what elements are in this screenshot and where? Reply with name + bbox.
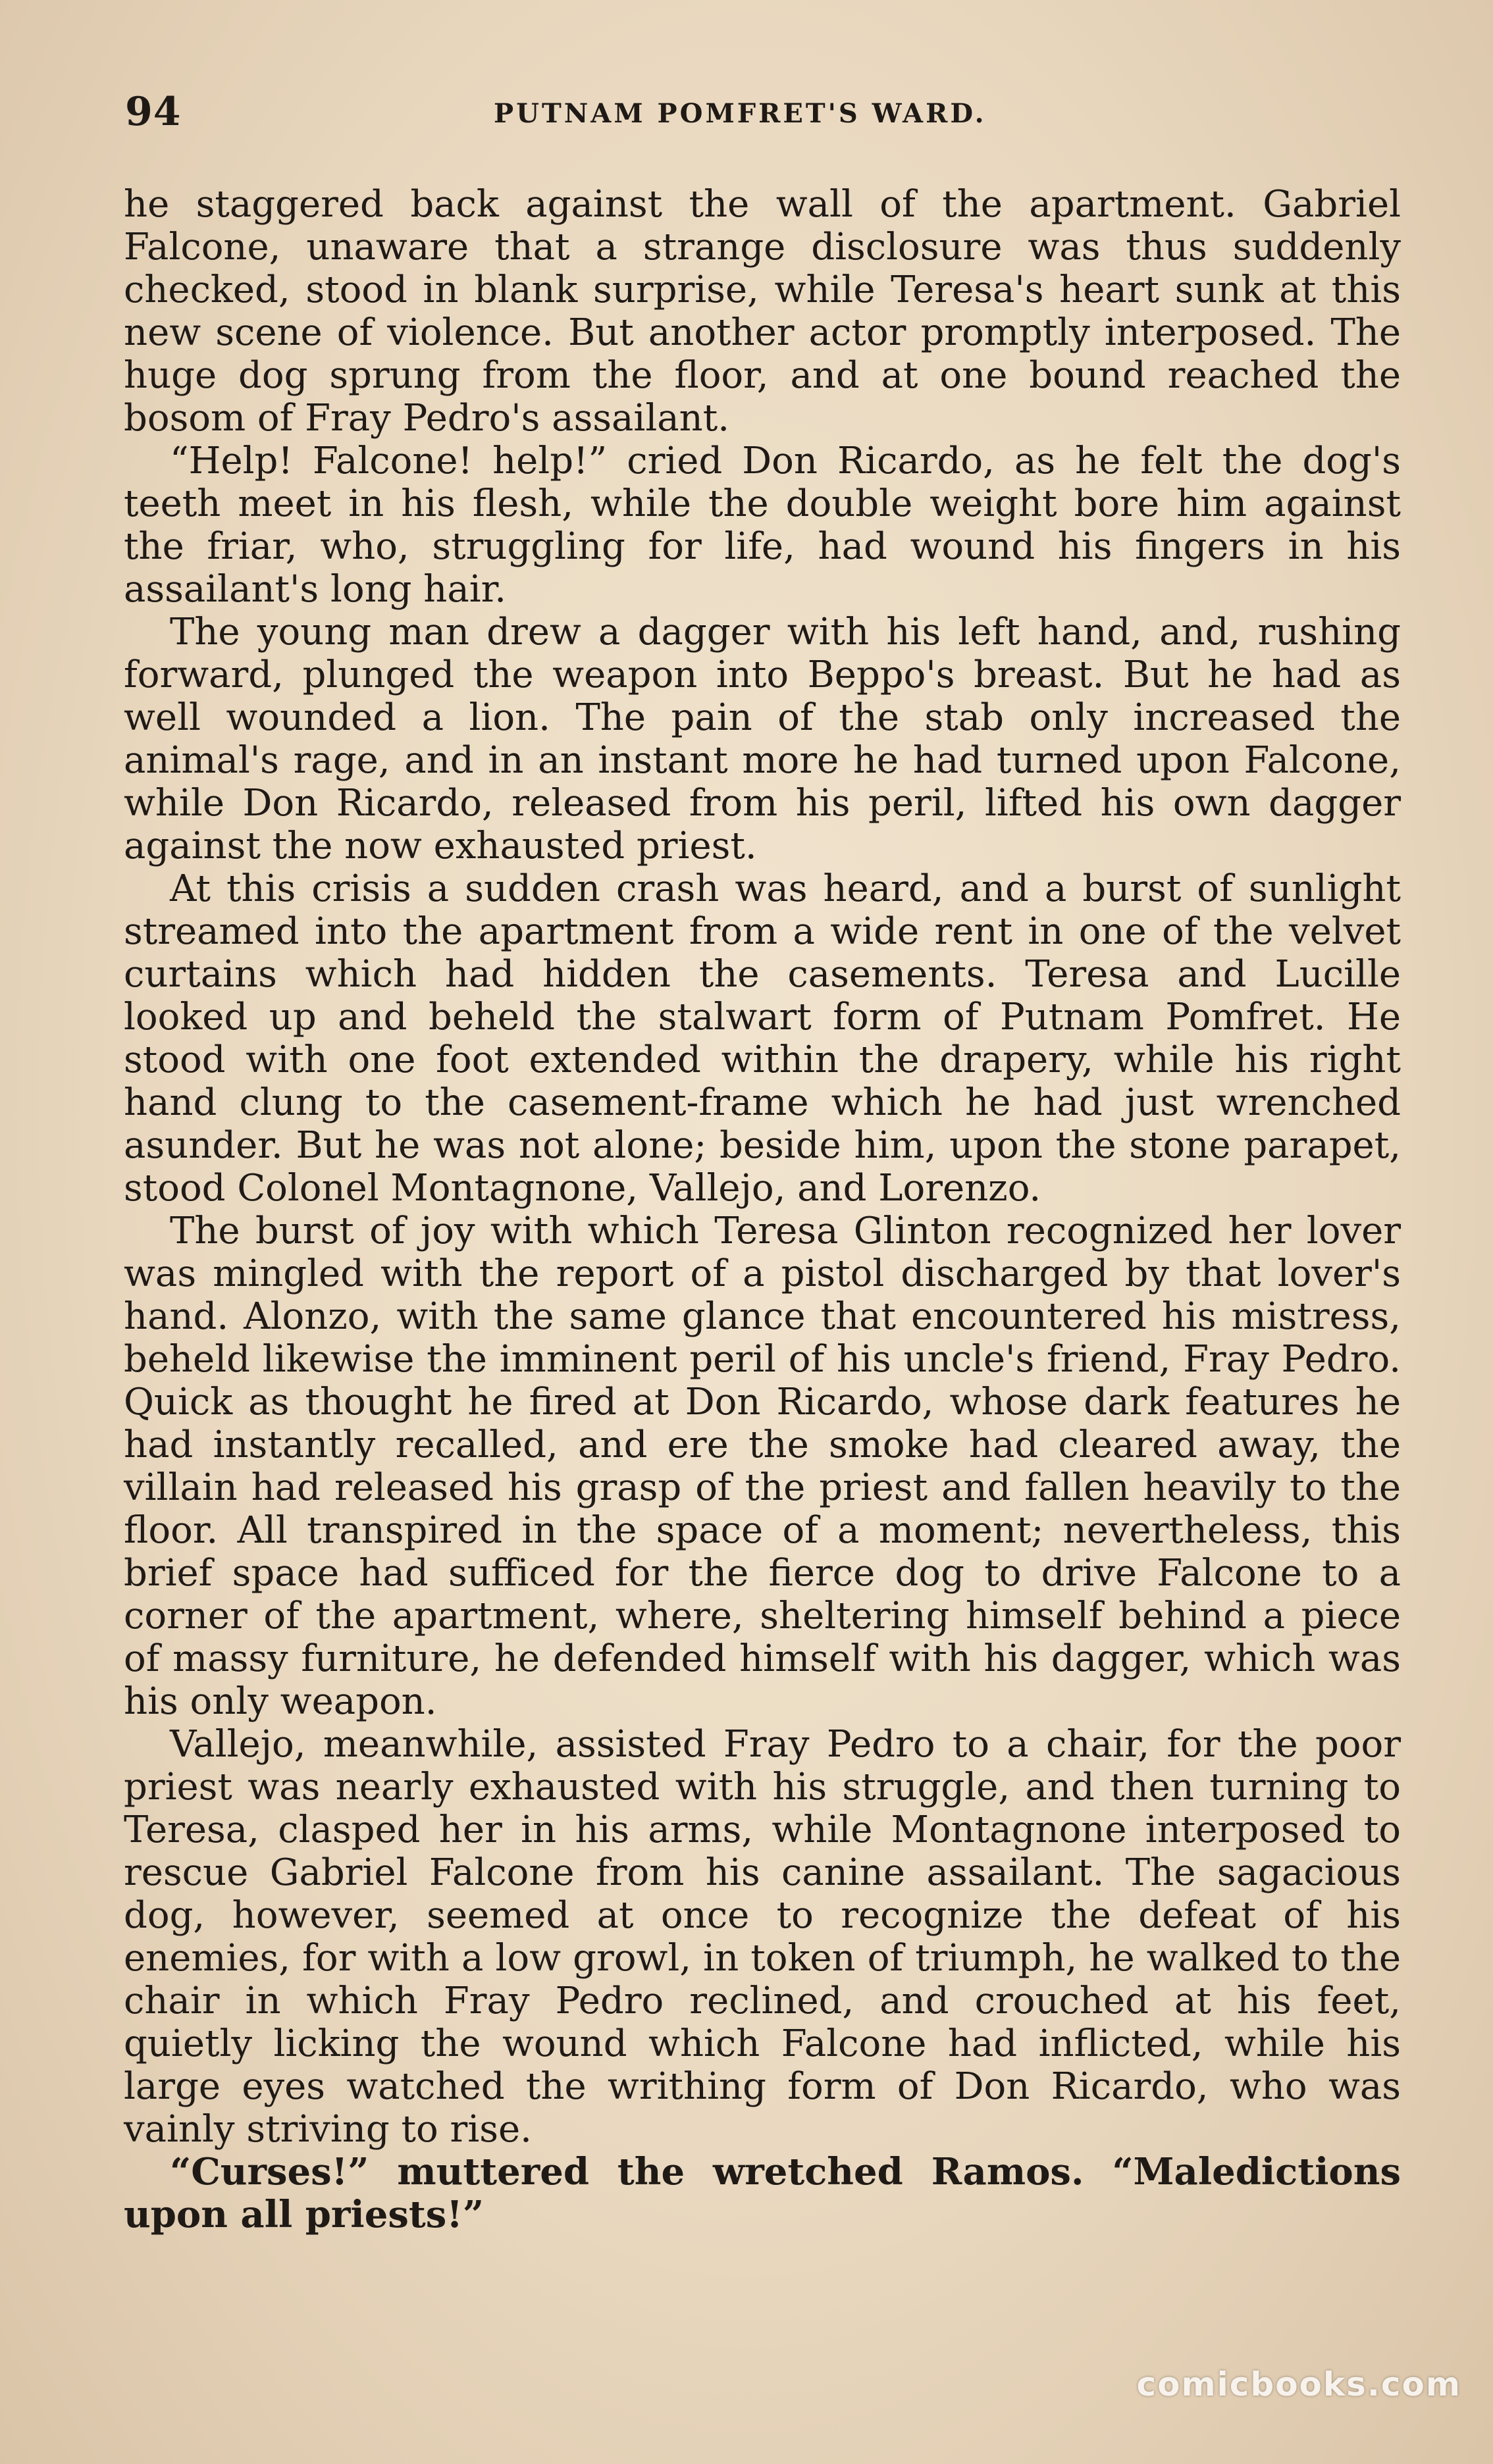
- paragraph-4: At this crisis a sudden crash was heard, and a burst of sunlight streamed into the apartment from a wide rent in one of the velvet curtains which had hidden the casements. Teresa and Lucille looked up and beheld the stalwart form of Putnam Pomfret. He stood with one foot extended within the drapery, while his right hand clung to the casement-frame which he had just wrenched asunder. But he was not alone; beside him, upon the stone parapet, stood Colonel Montagnone, Vallejo, and Lorenzo.: [124, 867, 1401, 1210]
- paragraph-1: he staggered back against the wall of the apartment. Gabriel Falcone, unaware that a strange disclosure was thus suddenly checked, stood in blank surprise, while Teresa's heart sunk at this new scene of violence. But another actor promptly interposed. The huge dog sprung from the floor, and at one bound reached the bosom of Fray Pedro's assailant.: [124, 183, 1401, 440]
- running-header: [125, 89, 1409, 148]
- page-number: 94: [125, 89, 182, 135]
- paragraph-6: Vallejo, meanwhile, assisted Fray Pedro to a chair, for the poor priest was nearly exhausted with his struggle, and then turning to Teresa, clasped her in his arms, while Montagnone interposed to rescue Gabriel Falcone from his canine assailant. The sagacious dog, however, seemed at once to recognize the defeat of his enemies, for with a low growl, in token of triumph, he walked to the chair in which Fray Pedro reclined, and crouched at his feet, quietly licking the wound which Falcone had inflicted, while his large eyes watched the writhing form of Don Ricardo, who was vainly striving to rise.: [124, 1723, 1401, 2151]
- running-title: PUTNAM POMFRET'S WARD.: [494, 98, 987, 129]
- paragraph-7: “Curses!” muttered the wretched Ramos. “Maledictions upon all priests!”: [124, 2150, 1401, 2236]
- site-watermark: comicbooks.com: [1136, 2365, 1461, 2403]
- paragraph-2: “Help! Falcone! help!” cried Don Ricardo, as he felt the dog's teeth meet in his flesh, while the double weight bore him against the friar, who, struggling for life, had wound his fingers in his assailant's long hair.: [124, 440, 1401, 611]
- paragraph-3: The young man drew a dagger with his left hand, and, rushing forward, plunged the weapon into Beppo's breast. But he had as well wounded a lion. The pain of the stab only increased the animal's rage, and in an instant more he had turned upon Falcone, while Don Ricardo, released from his peril, lifted his own dagger against the now exhausted priest.: [124, 611, 1401, 867]
- body-text: [124, 183, 1401, 2236]
- paragraph-5: The burst of joy with which Teresa Glinton recognized her lover was mingled with the report of a pistol discharged by that lover's hand. Alonzo, with the same glance that encountered his mistress, beheld likewise the imminent peril of his uncle's friend, Fray Pedro. Quick as thought he fired at Don Ricardo, whose dark features he had instantly recalled, and ere the smoke had cleared away, the villain had released his grasp of the priest and fallen heavily to the floor. All transpired in the space of a moment; nevertheless, this brief space had sufficed for the fierce dog to drive Falcone to a corner of the apartment, where, sheltering himself behind a piece of massy furniture, he defended himself with his dagger, which was his only weapon.: [124, 1210, 1401, 1723]
